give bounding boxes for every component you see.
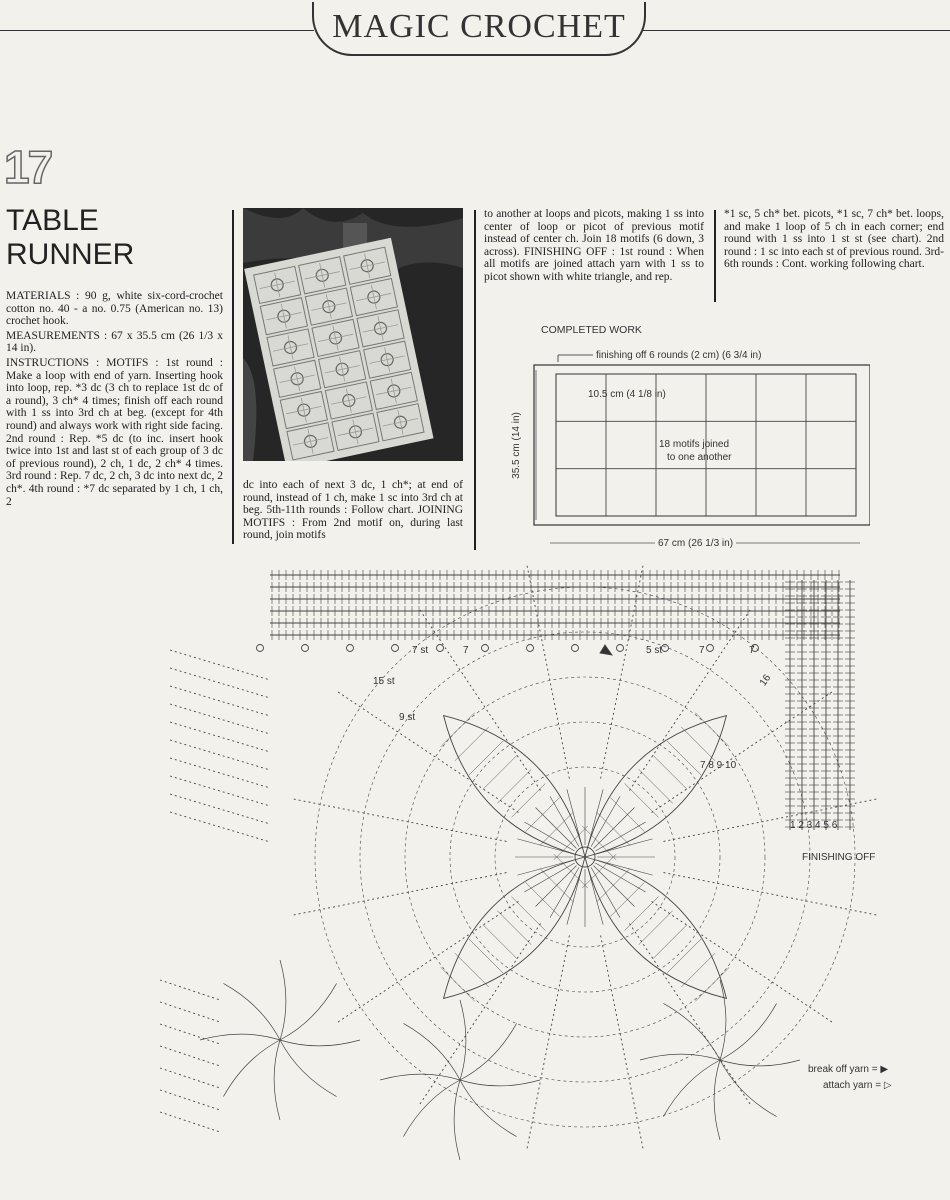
measurements-text: MEASUREMENTS : 67 x 35.5 cm (26 1/3 x 14 in). xyxy=(6,329,223,355)
column-rule-3 xyxy=(714,210,716,302)
column-4-text: *1 sc, 5 ch* bet. picots, *1 sc, 7 ch* bet. loops, and make 1 loop of 5 ch in each corner; end round with 1 ss into 1 st st (see chart). 2nd round : 1 sc into each st of previous round. 3rd-6th rounds : Cont. working following chart. xyxy=(724,208,944,271)
column-1 xyxy=(6,290,223,510)
motifs-note-2: to one another xyxy=(667,452,732,463)
finishing-off-chart-label: FINISHING OFF xyxy=(802,852,876,863)
break-arrow-icon: = ▶ xyxy=(871,1064,889,1075)
chart-label-7c: 7 xyxy=(749,645,755,656)
banner-title: MAGIC CROCHET xyxy=(312,2,646,56)
chart-label-15st: 15 st xyxy=(373,676,395,687)
chart-label-side-rounds: 1 2 3 4 5 6 xyxy=(790,820,838,831)
instructions-text: INSTRUCTIONS : MOTIFS : 1st round : Make a loop with end of yarn. Inserting hook into loop, rep. *3 dc (3 ch to replace 1st dc of a round), 3 ch* 4 times; finish off each round with 1 ss into 3rd ch at beg. (except for 4th round) and always work with right side facing. 2nd round : Rep. *5 dc (to inc. insert hook twice into 1st and last st of each group of 3 dc of previous round), 2 ch, 1 dc, 2 ch* 4 times. 3rd round : Rep. 7 dc, 2 ch, 3 dc into next dc, 2 ch*. 4th round : *7 dc separated by 1 ch, 1 ch, 2 xyxy=(6,356,223,508)
column-3-text: to another at loops and picots, making 1 ss into center of loop or picot of previous motif instead of center ch. Join 18 motifs (6 down, 3 across). FINISHING OFF : 1st round : When all motifs are joined attach yarn with 1 ss to picot shown with white triangle, and rep. xyxy=(484,208,704,283)
legend-attach xyxy=(823,1080,892,1091)
column-2 xyxy=(243,479,463,544)
crochet-chart xyxy=(160,560,890,1200)
legend-break-text: break off yarn xyxy=(808,1064,869,1075)
chart-label-16: 16 xyxy=(757,672,774,689)
height-label: 35.5 cm (14 in) xyxy=(510,412,522,479)
project-number: 17 xyxy=(4,141,52,193)
attach-arrow-icon: = ▷ xyxy=(875,1080,892,1091)
photo-illustration xyxy=(243,208,463,461)
title-line-2: RUNNER xyxy=(6,238,135,271)
column-2-text: dc into each of next 3 dc, 1 ch*; at end of round, instead of 1 ch, make 1 sc into 3rd ch at beg. 5th-11th rounds : Follow chart. JOINING MOTIFS : From 2nd motif on, during last round, join motifs xyxy=(243,479,463,542)
table-runner-photo xyxy=(243,208,463,461)
chart-label-7st: 7 st xyxy=(412,645,429,656)
header-rule-right xyxy=(640,30,950,31)
chart-label-rounds: 7 8 9 10 xyxy=(700,760,737,771)
legend-attach-text: attach yarn xyxy=(823,1080,873,1091)
materials-text: MATERIALS : 90 g, white six-cord-crochet cotton no. 40 - a no. 0.75 (American no. 13) crochet hook. xyxy=(6,290,223,328)
chart-label-5st: 5 st xyxy=(646,645,663,656)
column-rule-1 xyxy=(232,210,234,544)
completed-work-title: COMPLETED WORK xyxy=(541,324,642,336)
finishing-off-label: finishing off 6 rounds (2 cm) (6 3/4 in) xyxy=(596,350,762,361)
legend-break xyxy=(808,1064,888,1075)
motifs-note-1: 18 motifs joined xyxy=(659,439,730,450)
column-3 xyxy=(484,208,704,286)
chart-label-7a: 7 xyxy=(463,645,469,656)
crochet-chart-art xyxy=(160,563,879,1160)
chart-label-9st: 9 st xyxy=(399,712,416,723)
header-rule-left xyxy=(0,30,314,31)
column-4 xyxy=(724,208,944,273)
chart-label-7b: 7 xyxy=(699,645,705,656)
width-label: 67 cm (26 1/3 in) xyxy=(655,538,736,549)
project-title xyxy=(6,204,134,272)
column-rule-2 xyxy=(474,210,476,550)
title-line-1: TABLE xyxy=(6,204,99,237)
motif-size-label: 10.5 cm (4 1/8 in) xyxy=(588,389,666,400)
